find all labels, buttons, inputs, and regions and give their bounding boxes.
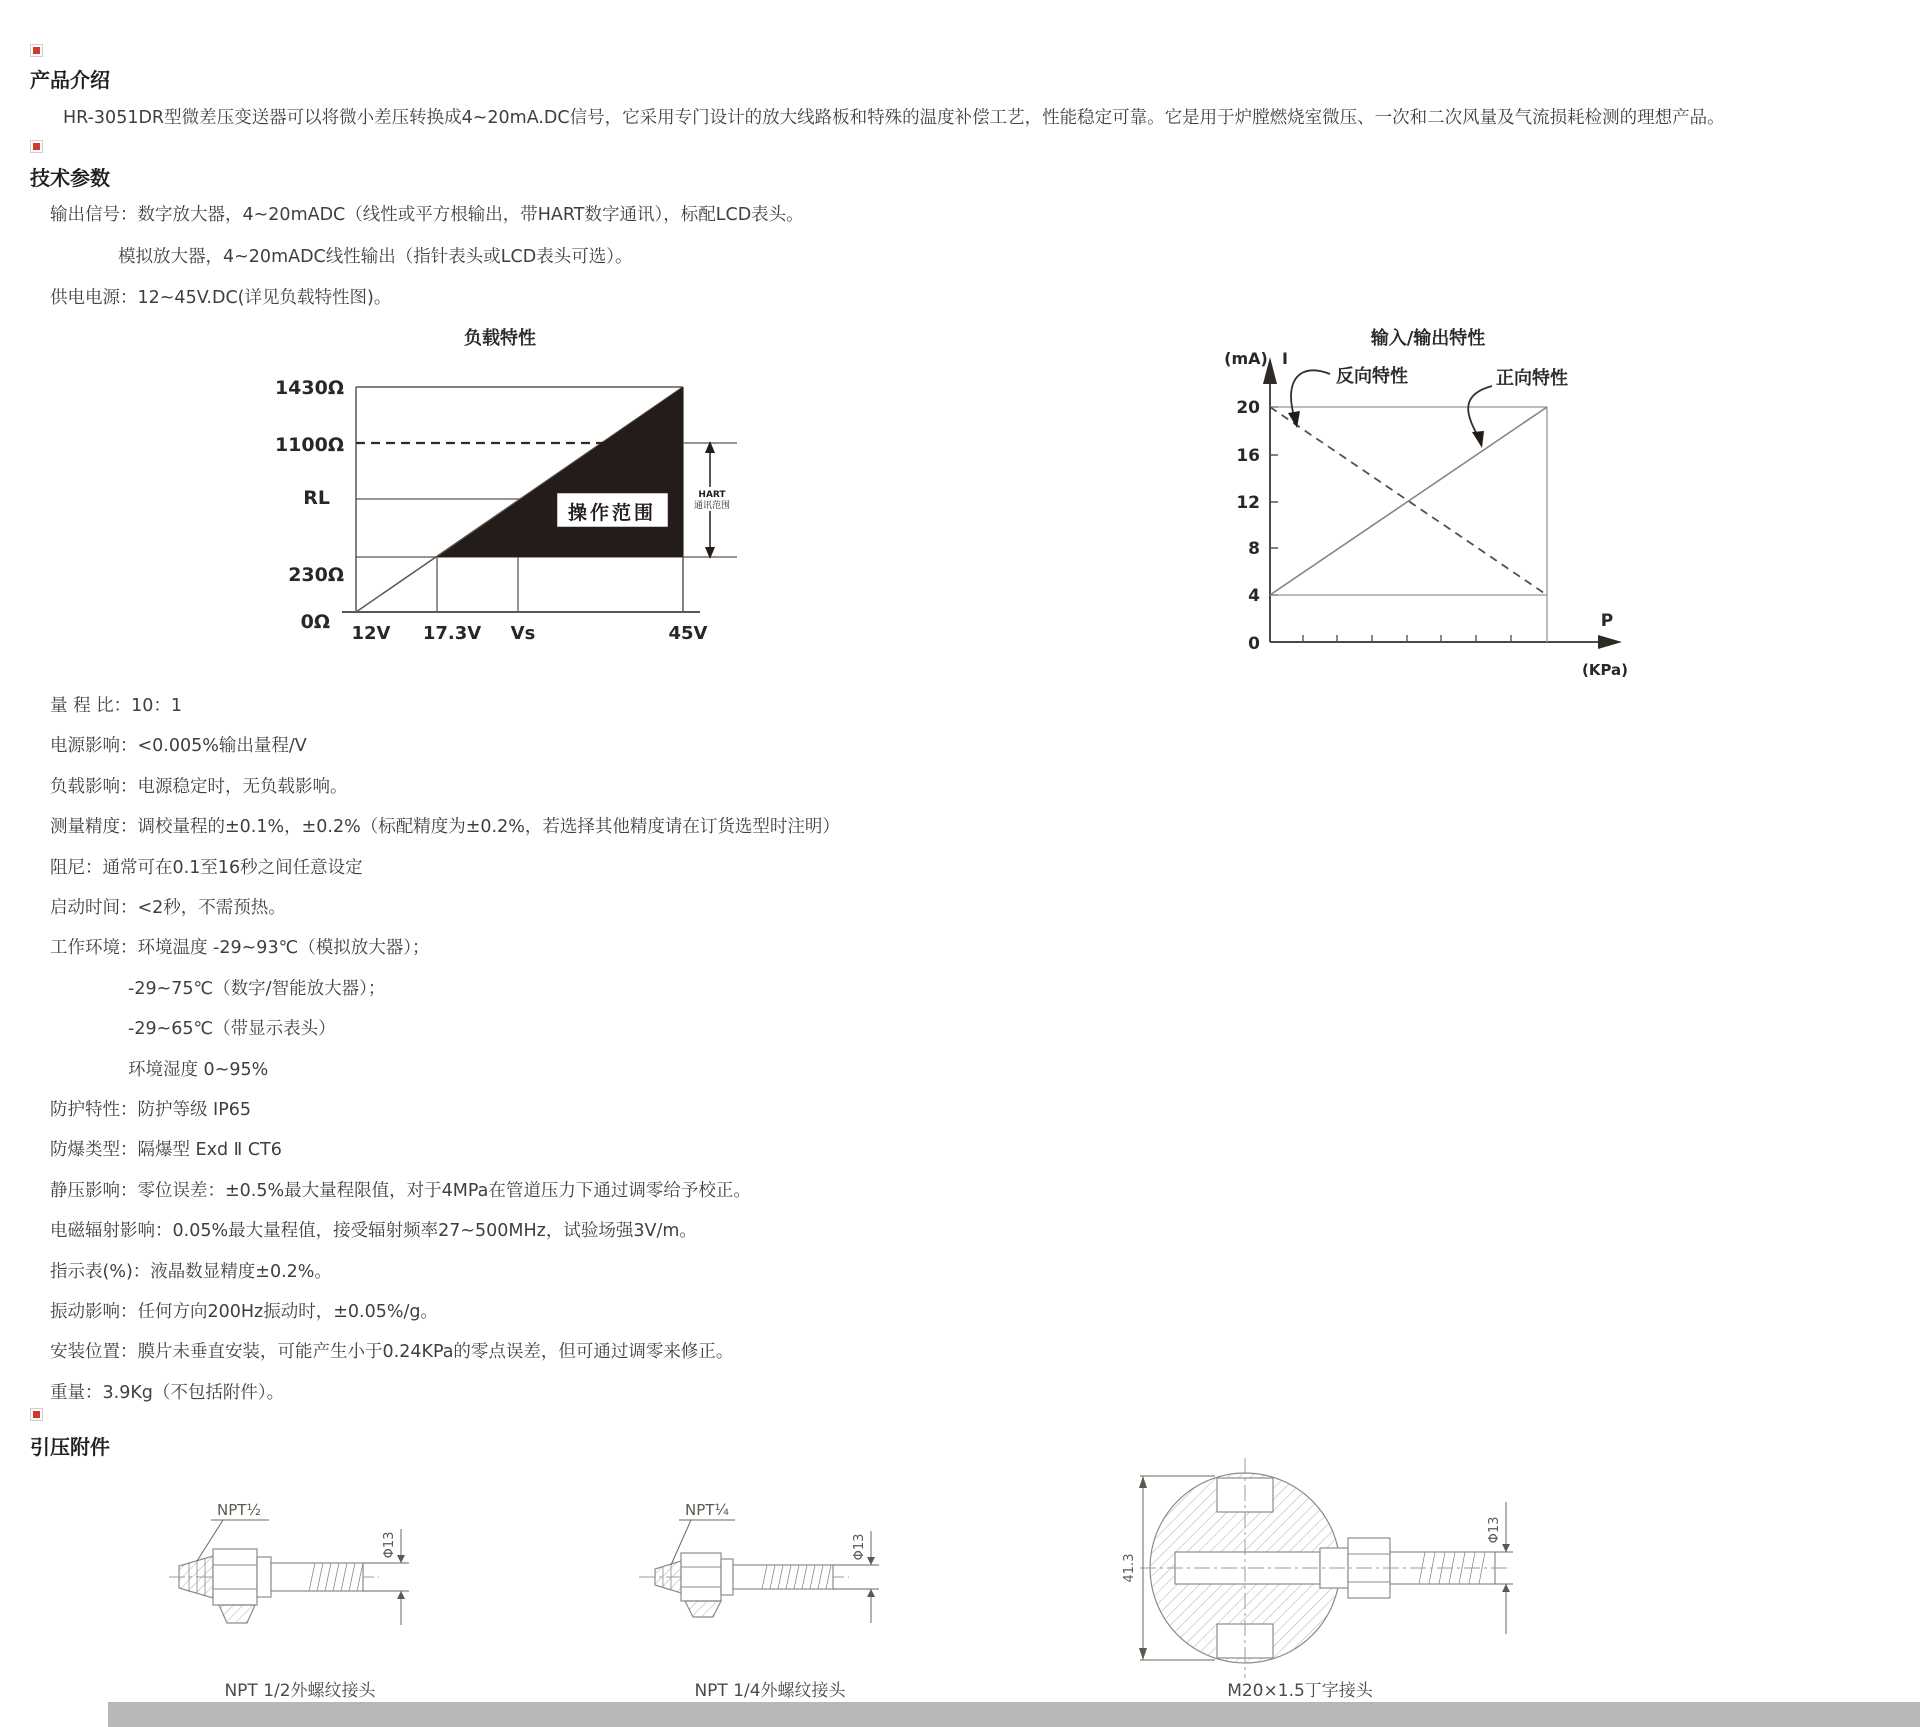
y-tick: RL — [303, 487, 330, 509]
section-title-intro: 产品介绍 — [30, 68, 110, 92]
spec-line: 阻尼：通常可在0.1至16秒之间任意设定 — [50, 858, 363, 878]
spec-line: 测量精度：调校量程的±0.1%，±0.2%（标配精度为±0.2%，若选择其他精度请在订货选型时注明） — [50, 817, 840, 837]
x-axis-unit: (KPa) — [1581, 661, 1629, 679]
y-tick: 230Ω — [288, 564, 344, 586]
x-tick: 12V — [351, 623, 391, 644]
y-tick: 1430Ω — [274, 377, 344, 399]
fitting-caption: NPT 1/4外螺纹接头 — [694, 1681, 846, 1701]
x-tick: 17.3V — [422, 623, 482, 644]
dim-arrow — [397, 1555, 405, 1563]
hart-label-line1: HART — [698, 490, 726, 500]
spec-line: 安装位置：膜片未垂直安装，可能产生小于0.24KPa的零点误差，但可通过调零来修正。 — [50, 1342, 734, 1362]
x-ticks — [1303, 635, 1511, 642]
diameter-label: Φ13 — [852, 1533, 867, 1561]
chart-title: 负载特性 — [464, 328, 536, 349]
dim-arrow — [1502, 1584, 1510, 1592]
spec-line: 电磁辐射影响：0.05%最大量程值，接受辐射频率27~500MHz，试验场强3V/m。 — [50, 1221, 697, 1241]
fitting-caption: NPT 1/2外螺纹接头 — [224, 1681, 376, 1701]
y-axis-symbol: I — [1282, 349, 1288, 368]
x-axis-labels — [352, 623, 708, 644]
dim-arrow — [867, 1557, 875, 1565]
spec-line: -29~75℃（数字/智能放大器）； — [128, 979, 386, 999]
dim-arrow — [1139, 1648, 1147, 1660]
load-characteristic-chart — [190, 318, 760, 652]
broken-image-icon — [30, 1408, 43, 1421]
x-tick: Vs — [510, 623, 536, 644]
y-tick: 8 — [1248, 539, 1260, 559]
spec-line: 防护特性：防护等级 IP65 — [50, 1100, 252, 1120]
height-label: 41.3 — [1122, 1553, 1137, 1583]
intro-paragraph: HR-3051DR型微差压变送器可以将微小差压转换成4~20mA.DC信号，它采用专门设计的放大线路板和特殊的温度补偿工艺，性能稳定可靠。它是用于炉膛燃烧室微压、一次和二次风量及气流损耗检测的理想产品。 — [63, 108, 1725, 128]
spec-line: 环境湿度 0~95% — [128, 1060, 269, 1080]
spec-line: 工作环境：环境温度 -29~93℃（模拟放大器）； — [50, 938, 430, 958]
section-title-tech: 技术参数 — [30, 166, 110, 190]
spec-line: 指示表(%)：液晶数显精度±0.2%。 — [50, 1262, 332, 1282]
fitting-body — [655, 1553, 833, 1617]
hart-range-annotation — [691, 441, 733, 559]
spec-line: 静压影响：零位误差：±0.5%最大量程限值，对于4MPa在管道压力下通过调零给予校正。 — [50, 1181, 751, 1201]
section-title-fittings: 引压附件 — [30, 1435, 110, 1459]
axes — [1270, 380, 1600, 642]
spec-line: 重量：3.9Kg（不包括附件）。 — [50, 1383, 285, 1403]
x-axis-symbol: P — [1600, 611, 1614, 631]
io-characteristic-chart — [1205, 318, 1635, 688]
diameter-label: Φ13 — [382, 1531, 397, 1559]
reverse-annotation: 反向特性 — [1336, 366, 1408, 387]
fitting-caption: M20×1.5丁字接头 — [1227, 1681, 1373, 1701]
forward-annotation: 正向特性 — [1496, 368, 1568, 389]
forward-annotation-arrow — [1468, 386, 1492, 436]
operating-region-label: 操作范围 — [567, 502, 657, 524]
spec-line: 电源影响：<0.005%输出量程/V — [50, 736, 307, 756]
spec-line: 防爆类型：隔爆型 Exd Ⅱ CT6 — [50, 1140, 282, 1160]
y-tick-labels — [1236, 398, 1260, 654]
tech-line: 输出信号：数字放大器，4~20mADC（线性或平方根输出，带HART数字通讯），标配LCD表头。 — [50, 205, 804, 225]
y-tick: 16 — [1236, 446, 1260, 466]
bottom-strip — [108, 1702, 1920, 1727]
thread-size-label: NPT½ — [217, 1501, 261, 1519]
fitting-body — [179, 1549, 363, 1623]
dim-arrow — [1139, 1476, 1147, 1488]
y-axis-unit: (mA) — [1224, 349, 1268, 368]
spec-line: 启动时间：<2秒，不需预热。 — [50, 898, 286, 918]
y-tick: 20 — [1236, 398, 1260, 418]
spec-line: 振动影响：任何方向200Hz振动时，±0.05%/g。 — [50, 1302, 439, 1322]
spec-line: 量 程 比：10：1 — [50, 696, 183, 716]
y-ticks — [1270, 407, 1278, 595]
y-tick: 12 — [1236, 493, 1260, 513]
x-axis-arrow — [1598, 635, 1622, 649]
spec-line: 负载影响：电源稳定时，无负载影响。 — [50, 777, 348, 797]
fitting-drawing-npt14 — [635, 1485, 905, 1680]
thread-size-label: NPT¼ — [685, 1501, 729, 1519]
y-tick: 4 — [1248, 586, 1260, 606]
fitting-drawing-npt12 — [165, 1485, 435, 1680]
spec-line: -29~65℃（带显示表头） — [128, 1019, 336, 1039]
broken-image-icon — [30, 140, 43, 153]
y-tick: 0 — [1248, 634, 1260, 654]
x-tick: 45V — [668, 623, 708, 644]
fitting-drawing-m20 — [1085, 1450, 1515, 1690]
dim-arrow — [1502, 1544, 1510, 1552]
diameter-label: Φ13 — [1487, 1516, 1502, 1544]
hart-label-line2: 通讯范围 — [693, 501, 731, 511]
dim-arrow — [867, 1589, 875, 1597]
y-tick: 0Ω — [300, 611, 330, 633]
dim-arrow — [397, 1591, 405, 1599]
tech-line: 模拟放大器，4~20mADC线性输出（指针表头或LCD表头可选）。 — [118, 247, 633, 267]
forward-arrowhead — [1472, 431, 1484, 448]
broken-image-icon — [30, 44, 43, 57]
tech-line: 供电电源：12~45V.DC(详见负载特性图)。 — [50, 288, 392, 308]
chart-title: 输入/输出特性 — [1370, 328, 1486, 349]
plot-lines — [1270, 407, 1547, 642]
reverse-annotation-arrow — [1291, 370, 1330, 416]
y-tick: 1100Ω — [274, 434, 344, 456]
y-axis-labels — [275, 377, 344, 633]
